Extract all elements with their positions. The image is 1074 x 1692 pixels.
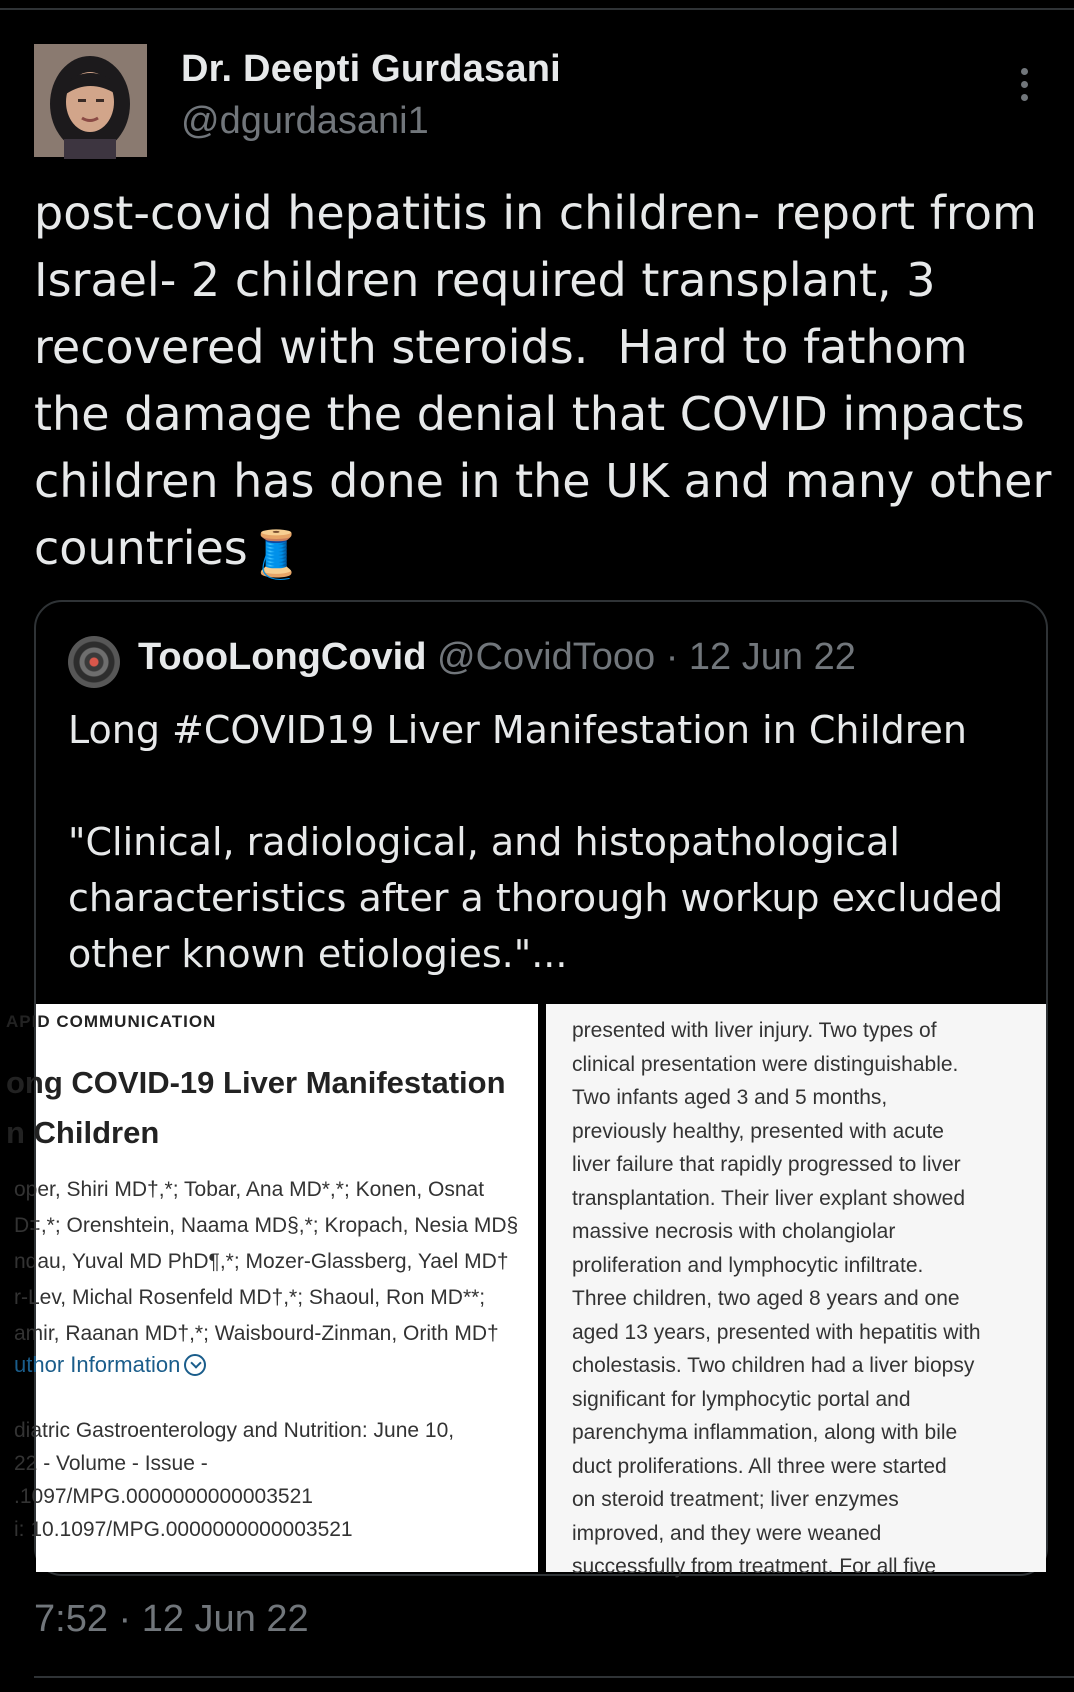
tweet-timestamp[interactable]: 7:52 · 12 Jun 22 [34, 1598, 309, 1640]
article-excerpt-text: presented with liver injury. Two types of clinical presentation were distinguishable. Two infants aged 3 and 5 months, previously healthy, presented with acute liver failure that rapidly progressed to liver transplantation. Their liver explant showed massive necrosis with cholangiolar proliferation and lymphocytic infiltrate. Three children, two aged 8 years and one aged 13 years, presented with hepatitis with cholestasis. Two children had a liver biopsy significant for lymphocytic portal and parenchyma inflammation, along with bile duct proliferations. All three were started on steroid treatment; liver enzymes improved, and they were weaned successfully from treatment. For all five [572, 1019, 981, 1578]
article-title-line: n Children [6, 1115, 160, 1150]
chevron-down-icon [184, 1354, 206, 1376]
quoted-author-avatar[interactable] [68, 636, 120, 688]
media-image-article-excerpt[interactable] [546, 1004, 1046, 1578]
media-image-article-header[interactable] [6, 1004, 538, 1572]
quoted-tweet-card[interactable] [6, 600, 1048, 1578]
quoted-tweet-header [138, 636, 856, 679]
journal-line: diatric Gastroenterology and Nutrition: June 10, [14, 1419, 455, 1442]
journal-line: .1097/MPG.0000000000003521 [14, 1485, 313, 1508]
article-title [6, 1058, 606, 1158]
journal-line: 22 - Volume - Issue - [14, 1452, 208, 1475]
author-line: ndau, Yuval MD PhD¶,*; Mozer-Glassberg, Yael MD† [14, 1250, 509, 1273]
quoted-tweet-text: Long #COVID19 Liver Manifestation in Children "Clinical, radiological, and histopathological characteristics after a thorough workup excluded other known etiologies."... [68, 708, 1004, 976]
author-information-link [14, 1352, 206, 1378]
article-authors [14, 1172, 574, 1352]
top-divider [0, 8, 1074, 10]
author-line: oper, Shiri MD†,*; Tobar, Ana MD*,*; Konen, Osnat [14, 1178, 485, 1201]
more-options-icon[interactable] [1010, 68, 1038, 112]
author-line: r-Lev, Michal Rosenfeld MD†,*; Shaoul, Ron MD**; [14, 1286, 486, 1309]
author-line: D‡,*; Orenshtein, Naama MD§,*; Kropach, Nesia MD§ [14, 1214, 519, 1237]
author-avatar[interactable] [34, 44, 147, 157]
article-journal-info [14, 1414, 574, 1546]
bottom-divider [34, 1676, 1074, 1678]
article-kicker: APID COMMUNICATION [6, 1012, 217, 1031]
author-handle[interactable]: @dgurdasani1 [181, 100, 429, 142]
quoted-author-name[interactable]: ToooLongCovid [138, 636, 427, 678]
author-name[interactable]: Dr. Deepti Gurdasani [181, 48, 561, 90]
thread-spool-icon: 🧵 [247, 527, 306, 581]
article-title-line: ong COVID-19 Liver Manifestation [6, 1065, 506, 1100]
author-line: amir, Raanan MD†,*; Waisbourd-Zinman, Orith MD† [14, 1322, 499, 1345]
tweet-body: post-covid hepatitis in children- report from Israel- 2 children required transplant, 3 recovered with steroids. Hard to fathom the damage the denial that COVID impacts children has done in the UK and many other countries [34, 186, 1066, 575]
quoted-author-handle[interactable]: @CovidTooo [437, 636, 656, 678]
quoted-tweet-date: · 12 Jun 22 [665, 636, 856, 678]
tweet-text [34, 180, 1066, 588]
author-information-label: uthor Information [14, 1352, 181, 1377]
avatar-portrait-icon [34, 44, 147, 157]
journal-line: i: 10.1097/MPG.0000000000003521 [14, 1518, 353, 1541]
